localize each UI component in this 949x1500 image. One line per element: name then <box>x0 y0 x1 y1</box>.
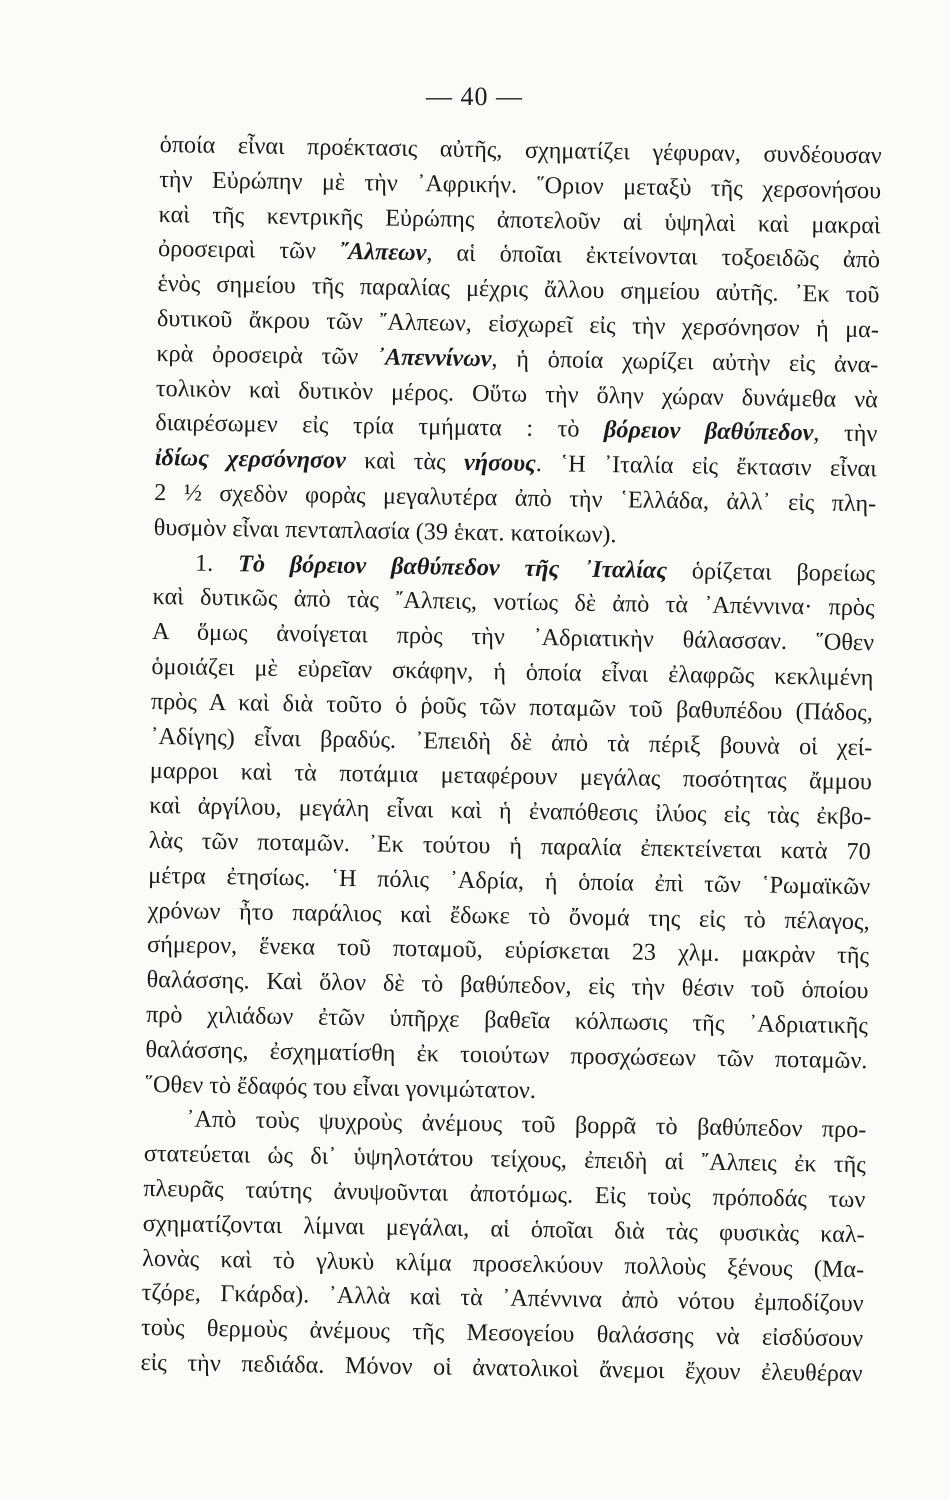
text-run: , τὴν <box>813 419 878 448</box>
text-run: ὁποία εἶναι προέκτασις αὐτῆς, σχηματίζει γέφυραν, συνδέουσαν <box>159 130 882 170</box>
text-run: 2 ½ σχεδὸν φορὰς μεγαλυτέρα ἀπὸ τὴν ῾Ελλάδα, ἀλλ᾿ εἰς πλη- <box>154 478 877 518</box>
text-run: τὴν Εὐρώπην μὲ τὴν ᾿Αφρικήν. ῞Οριον μεταξὺ τῆς χερσονήσου <box>158 165 882 205</box>
text-run: καὶ τὰς <box>345 447 465 476</box>
text-run: μαρροι καὶ τὰ ποτάμια μεταφέρουν μεγάλας ποσότητας ἄμμου <box>149 757 873 796</box>
text-run: ᾿Αδίγης) εἶναι βραδύς. ᾿Επειδὴ δὲ ἀπὸ τὰ πέριξ βουνὰ οἱ χεί- <box>150 722 873 761</box>
text-run: στατεύεται ὡς δι᾿ ὑψηλοτάτου τείχους, ἐπειδὴ αἱ ῎Αλπεις ἐκ τῆς <box>143 1139 867 1179</box>
text-run: πρὸ χιλιάδων ἐτῶν ὑπῆρχε βαθεῖα κόλπωσις τῆς ᾿Αδριατικῆς <box>145 1000 869 1040</box>
text-run: καὶ ἀργίλου, μεγάλη εἶναι καὶ ἡ ἐναπόθεσις ἰλύος εἰς τὰς ἐκβο- <box>149 792 872 831</box>
body-text <box>140 128 882 1392</box>
text-run: τζόρε, Γκάρδα). ᾿Αλλὰ καὶ τὰ ᾿Απέννινα ἀπὸ νότου ἐμποδίζουν <box>141 1279 864 1318</box>
text-run: θαλάσσης, ἐσχηματίσθη ἐκ τοιούτων προσχώσεων τῶν ποταμῶν. <box>145 1035 868 1074</box>
text-run: ἑνὸς σημείου τῆς παραλίας μέχρις ἄλλου σημείου αὐτῆς. ᾿Εκ τοῦ <box>157 270 880 309</box>
emphasized-term: ἰδίως χερσόνησον <box>154 444 347 475</box>
emphasized-term: Τὸ βόρειον βαθύπεδον τῆς ᾿Ιταλίας <box>237 549 668 584</box>
text-run: ὁρίζεται βορείως <box>666 556 876 587</box>
text-run: , ἡ ὁποία χωρίζει αὐτὴν εἰς ἀνα- <box>491 345 879 379</box>
text-run: μέτρα ἐτησίως. ῾Η πόλις ᾿Αδρία, ἡ ὁποία ἐπὶ τῶν ῾Ρωμαϊκῶν <box>148 861 871 900</box>
text-run: διαιρέσωμεν εἰς τρία τμήματα : τὸ <box>155 409 605 444</box>
text-run: κρὰ ὀροσειρὰ τῶν <box>156 339 378 371</box>
emphasized-term: ῎Αλπεων <box>339 238 427 267</box>
text-run: χρόνων ἦτο παράλιος καὶ ἔδωκε τὸ ὄνομά της εἰς τὸ πέλαγος, <box>147 896 870 935</box>
text-run: καὶ τῆς κεντρικῆς Εὐρώπης ἀποτελοῦν αἱ ὑψηλαὶ καὶ μακραὶ <box>158 200 881 239</box>
text-run: τολικὸν καὶ δυτικὸν μέρος. Οὕτω τὴν ὅλην χώραν δυνάμεθα νὰ <box>155 374 879 413</box>
text-run: σήμερον, ἕνεκα τοῦ ποταμοῦ, εὑρίσκεται 23 χλμ. μακρὰν τῆς <box>146 931 870 970</box>
text-run: Α ὅμως ἀνοίγεται πρὸς τὴν ᾿Αδριατικὴν θάλασσαν. ῞Οθεν <box>151 618 875 657</box>
emphasized-term: ᾿Απεννίνων <box>376 343 492 373</box>
text-run: 1. <box>194 549 239 577</box>
text-run: εἰς τὴν πεδιάδα. Μόνον οἱ ἀνατολικοὶ ἄνεμοι ἔχουν ἐλευθέραν <box>140 1348 863 1388</box>
text-run: σχηματίζονται λίμναι μεγάλαι, αἱ ὁποῖαι διὰ τὰς φυσικὰς καλ- <box>142 1209 865 1248</box>
page-number: — 40 — <box>426 82 523 111</box>
text-run: τοὺς θερμοὺς ἀνέμους τῆς Μεσογείου θαλάσσης νὰ εἰσδύσουν <box>140 1313 864 1353</box>
text-run: δυτικοῦ ἄκρου τῶν ῎Αλπεων, εἰσχωρεῖ εἰς τὴν χερσόνησον ἡ μα- <box>156 304 880 344</box>
text-run: . ῾Η ᾿Ιταλία εἰς ἔκτασιν εἶναι <box>535 450 877 483</box>
text-run: ᾿Απὸ τοὺς ψυχροὺς ἀνέμους τοῦ βορρᾶ τὸ βαθύπεδον προ- <box>186 1105 867 1144</box>
text-run: πρὸς Α καὶ διὰ τοῦτο ὁ ῥοῦς τῶν ποταμῶν τοῦ βαθυπέδου (Πάδος, <box>150 687 874 727</box>
text-run: ὁμοιάζει μὲ εὐρεῖαν σκάφην, ἡ ὁποία εἶναι ἐλαφρῶς κεκλιμένη <box>151 652 874 692</box>
text-run: καὶ δυτικῶς ἀπὸ τὰς ῎Αλπεις, νοτίως δὲ ἀπὸ τὰ ᾿Απέννινα· πρὸς <box>152 583 875 622</box>
emphasized-term: νήσους <box>463 448 537 478</box>
text-run: λονὰς καὶ τὸ γλυκὺ κλίμα προσελκύουν πολλοὺς ξένους (Μα- <box>142 1244 865 1283</box>
text-run: θυσμὸν εἶναι πενταπλασία (39 ἑκατ. κατοίκων). <box>153 513 617 548</box>
text-run: ῞Οθεν τὸ ἔδαφός του εἶναι γονιμώτατον. <box>144 1070 537 1104</box>
text-run: θαλάσσης. Καὶ ὅλον δὲ τὸ βαθύπεδον, εἰς τὴν θέσιν τοῦ ὁποίου <box>146 966 869 1005</box>
text-run: , αἱ ὁποῖαι ἐκτείνονται τοξοειδῶς ἀπὸ <box>426 239 881 274</box>
emphasized-term: βόρειον βαθύπεδον <box>603 416 814 447</box>
text-run: λὰς τῶν ποταμῶν. ᾿Εκ τούτου ἡ παραλία ἐπεκτείνεται κατὰ 70 <box>148 826 871 866</box>
text-run: ὀροσειραὶ τῶν <box>157 235 341 266</box>
text-run: πλευρᾶς ταύτης ἀνυψοῦνται ἀποτόμως. Εἰς τοὺς πρόποδάς των <box>143 1174 866 1214</box>
